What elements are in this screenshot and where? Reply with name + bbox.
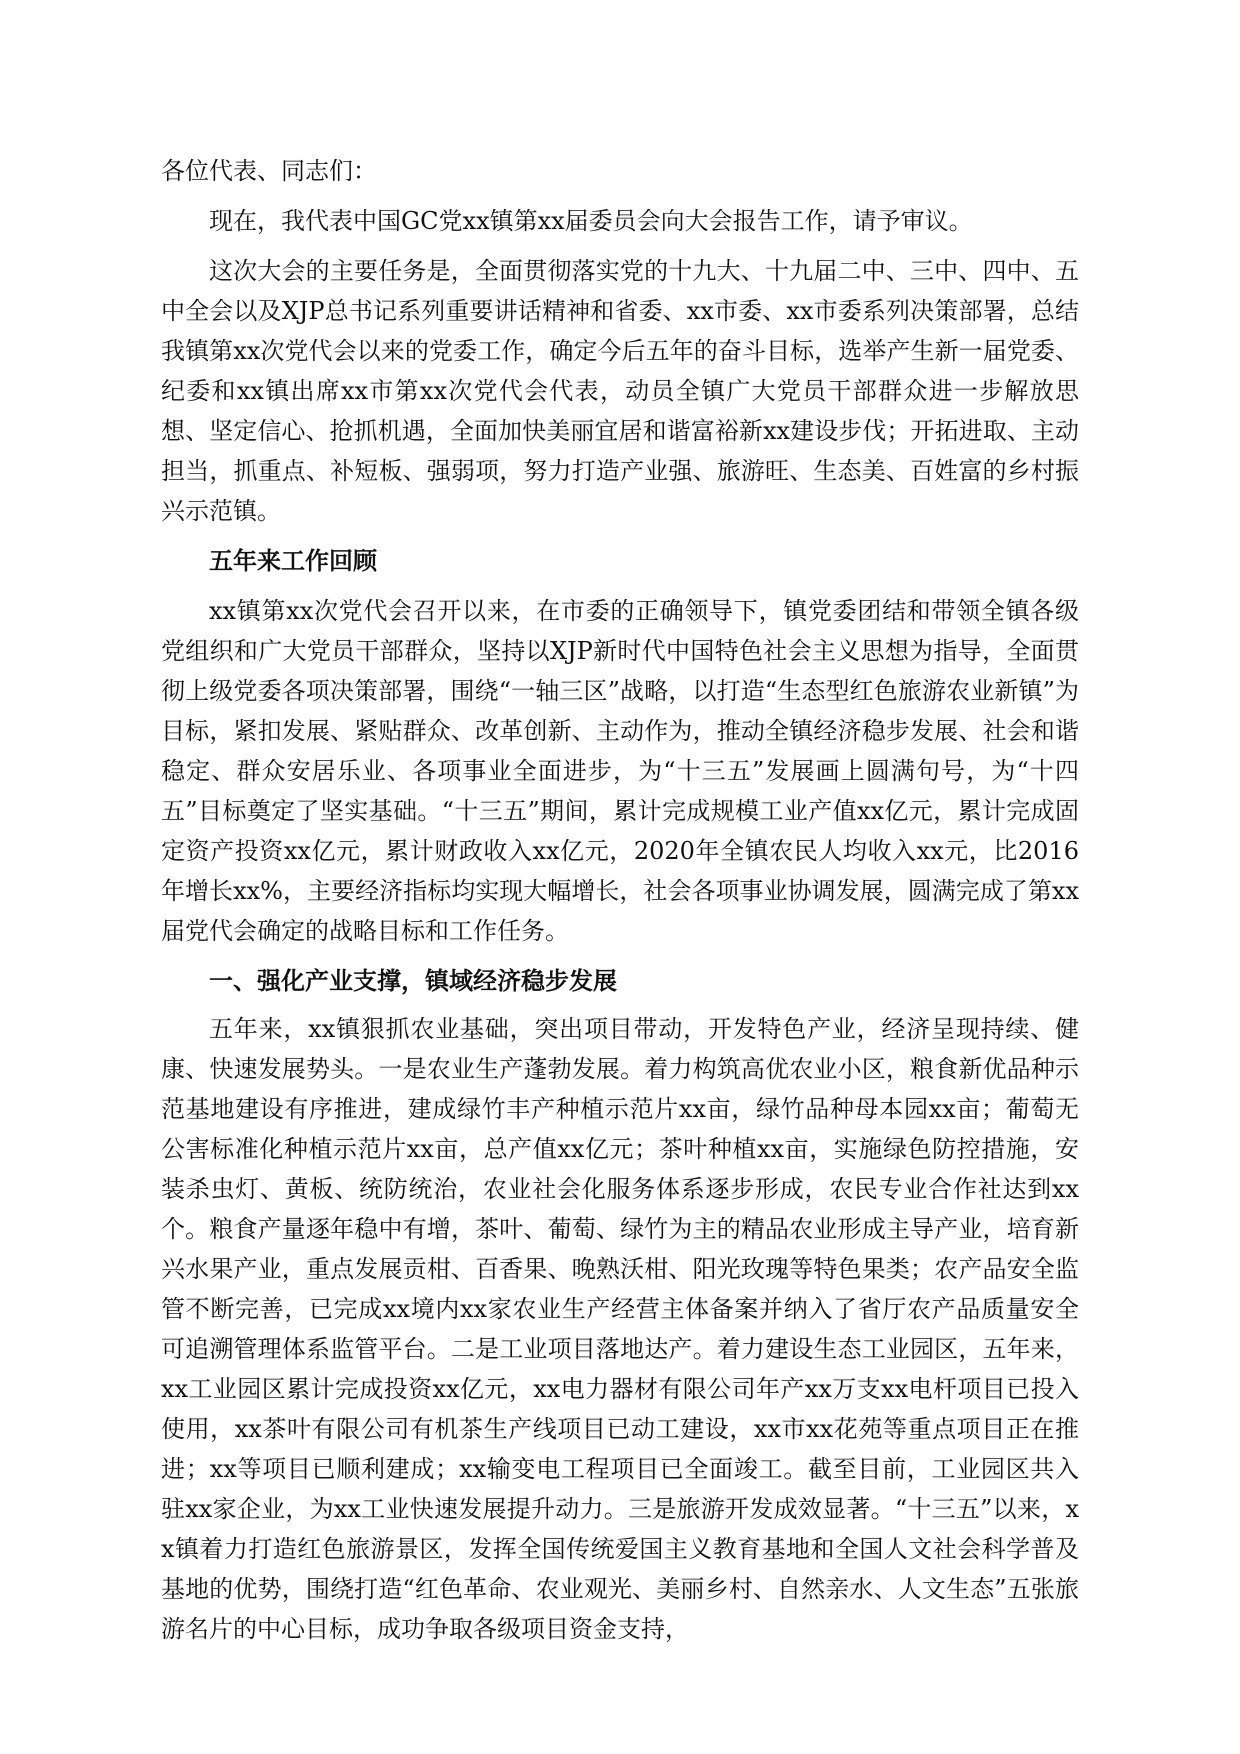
salutation: 各位代表、同志们： <box>161 157 377 185</box>
review-heading: 五年来工作回顾 <box>209 547 377 575</box>
tasks-paragraph: 这次大会的主要任务是，全面贯彻落实党的十九大、十九届二中、三中、四中、五中全会以及XJP总书记系列重要讲话精神和省委、xx市委、xx市委系列决策部署，总结我镇第xx次党代会以来的党委工作，确定今后五年的奋斗目标，选举产生新一届党委、纪委和xx镇出席xx市第xx次党代会代表，动员全镇广大党员干部群众进一步解放思想、坚定信心、抢抓机遇，全面加快美丽宜居和谐富裕新xx建设步伐；开拓进取、主动担当，抓重点、补短板、强弱项，努力打造产业强、旅游旺、生态美、百姓富的乡村振兴示范镇。 <box>161 257 1079 525</box>
document-page <box>161 151 1079 1649</box>
industry-paragraph: 五年来，xx镇狠抓农业基础，突出项目带动，开发特色产业，经济呈现持续、健康、快速发展势头。一是农业生产蓬勃发展。着力构筑高优农业小区，粮食新优品种示范基地建设有序推进，建成绿竹丰产种植示范片xx亩，绿竹品种母本园xx亩；葡萄无公害标准化种植示范片xx亩，总产值xx亿元；茶叶种植xx亩，实施绿色防控措施，安装杀虫灯、黄板、统防统治，农业社会化服务体系逐步形成，农民专业合作社达到xx个。粮食产量逐年稳中有增，茶叶、葡萄、绿竹为主的精品农业形成主导产业，培育新兴水果产业，重点发展贡柑、百香果、晚熟沃柑、阳光玫瑰等特色果类；农产品安全监管不断完善，已完成xx境内xx家农业生产经营主体备案并纳入了省厅农产品质量安全可追溯管理体系监管平台。二是工业项目落地达产。着力建设生态工业园区，五年来，xx工业园区累计完成投资xx亿元，xx电力器材有限公司年产xx万支xx电杆项目已投入使用，xx茶叶有限公司有机茶生产线项目已动工建设，xx市xx花苑等重点项目正在推进；xx等项目已顺利建成；xx输变电工程项目已全面竣工。截至目前，工业园区共入驻xx家企业，为xx工业快速发展提升动力。三是旅游开发成效显著。“十三五”以来，xx镇着力打造红色旅游景区，发挥全国传统爱国主义教育基地和全国人文社会科学普及基地的优势，围绕打造“红色革命、农业观光、美丽乡村、自然亲水、人文生态”五张旅游名片的中心目标，成功争取各级项目资金支持， <box>161 1015 1079 1643</box>
intro-paragraph: 现在，我代表中国GC党xx镇第xx届委员会向大会报告工作，请予审议。 <box>209 207 973 235</box>
section1-heading: 一、强化产业支撑，镇域经济稳步发展 <box>209 967 617 995</box>
review-paragraph: xx镇第xx次党代会召开以来，在市委的正确领导下，镇党委团结和带领全镇各级党组织和广大党员干部群众，坚持以XJP新时代中国特色社会主义思想为指导，全面贯彻上级党委各项决策部署，围绕“一轴三区”战略，以打造“生态型红色旅游农业新镇”为目标，紧扣发展、紧贴群众、改革创新、主动作为，推动全镇经济稳步发展、社会和谐稳定、群众安居乐业、各项事业全面进步，为“十三五”发展画上圆满句号，为“十四五”目标奠定了坚实基础。“十三五”期间，累计完成规模工业产值xx亿元，累计完成固定资产投资xx亿元，累计财政收入xx亿元，2020年全镇农民人均收入xx元，比2016年增长xx%，主要经济指标均实现大幅增长，社会各项事业协调发展，圆满完成了第xx届党代会确定的战略目标和工作任务。 <box>161 597 1079 945</box>
